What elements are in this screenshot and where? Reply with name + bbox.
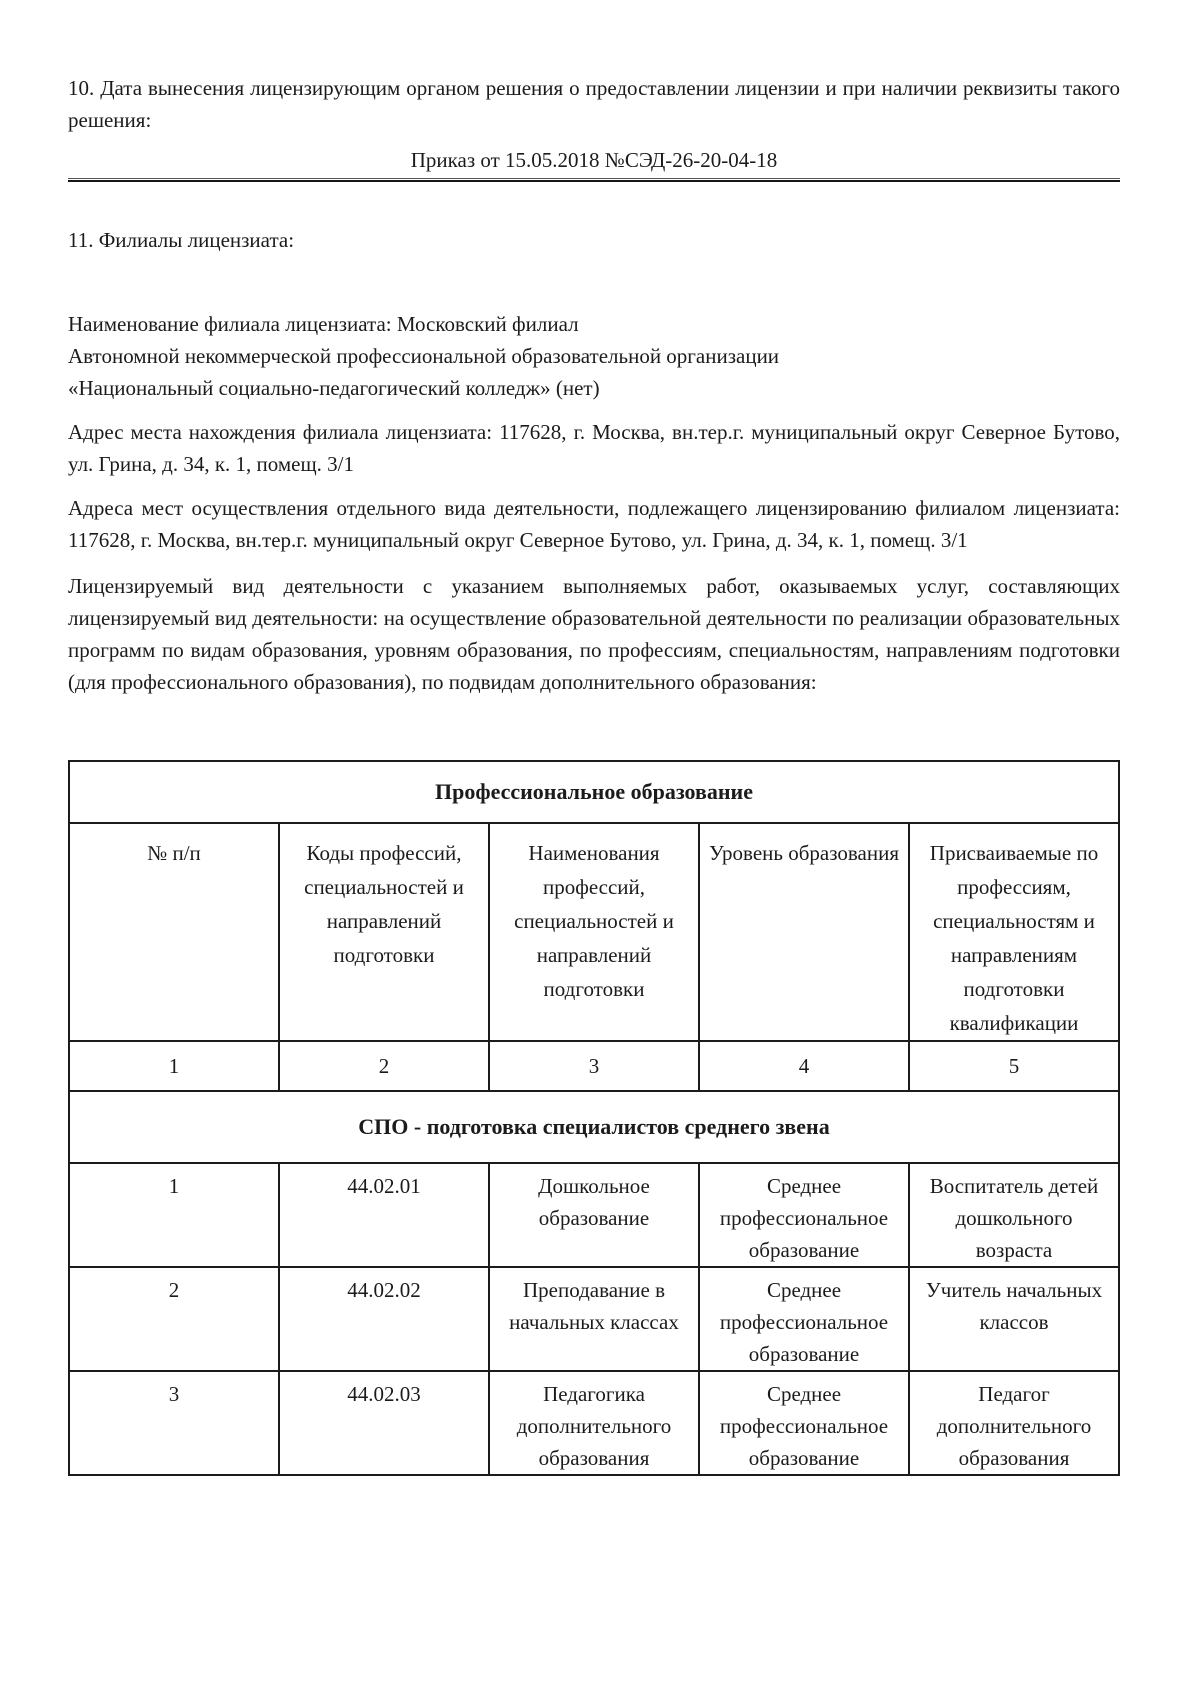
column-header-codes: Коды профессий, специальностей и направлений подготовки — [279, 823, 489, 1041]
table-row — [69, 1371, 1119, 1475]
table-title-row — [69, 761, 1119, 823]
item10-label: 10. Дата вынесения лицензирующим органом решения о предоставлении лицензии и при наличии реквизиты такого решения: — [68, 76, 1120, 132]
cell-row-number: 1 — [69, 1163, 279, 1267]
column-number-1: 1 — [69, 1041, 279, 1091]
cell-code: 44.02.02 — [279, 1267, 489, 1371]
cell-qualification: Воспитатель детей дошкольного возраста — [909, 1163, 1119, 1267]
activity-addresses-paragraph: Адреса мест осуществления отдельного вида деятельности, подлежащего лицензированию филиалом лицензиата: 117628, г. Москва, вн.тер.г. муниципальный округ Северное Бутово, ул. Грина, д. 34, к. 1, помещ. 3/1 — [68, 496, 1120, 552]
column-header-level: Уровень образования — [699, 823, 909, 1041]
cell-code: 44.02.03 — [279, 1371, 489, 1475]
column-header-number: № п/п — [69, 823, 279, 1041]
table-section-header-row — [69, 1091, 1119, 1163]
branch-address-paragraph: Адрес места нахождения филиала лицензиата: 117628, г. Москва, вн.тер.г. муниципальный округ Северное Бутово, ул. Грина, д. 34, к. 1, помещ. 3/1 — [68, 420, 1120, 476]
cell-code: 44.02.01 — [279, 1163, 489, 1267]
branch-name-line-2: Автономной некоммерческой профессиональной образовательной организации — [68, 344, 780, 368]
table-column-numbers-row — [69, 1041, 1119, 1091]
item10-underline-rule — [68, 178, 1120, 182]
branch-name-line-1: Наименование филиала лицензиата: Московский филиал — [68, 312, 579, 336]
column-header-qualifications: Присваиваемые по профессиям, специальностям и направлениям подготовки квалификации — [909, 823, 1119, 1041]
branch-name-line-3: «Национальный социально-педагогический колледж» (нет) — [68, 376, 600, 400]
cell-qualification: Учитель начальных классов — [909, 1267, 1119, 1371]
cell-education-level: Среднее профессиональное образование — [699, 1163, 909, 1267]
cell-education-level: Среднее профессиональное образование — [699, 1267, 909, 1371]
cell-specialty-name: Дошкольное образование — [489, 1163, 699, 1267]
cell-row-number: 3 — [69, 1371, 279, 1475]
column-number-4: 4 — [699, 1041, 909, 1091]
item11-heading: 11. Филиалы лицензиата: — [68, 228, 295, 252]
cell-qualification: Педагог дополнительного образования — [909, 1371, 1119, 1475]
cell-specialty-name: Преподавание в начальных классах — [489, 1267, 699, 1371]
professional-education-table — [68, 760, 1120, 1476]
column-header-names: Наименования профессий, специальностей и направлений подготовки — [489, 823, 699, 1041]
column-number-3: 3 — [489, 1041, 699, 1091]
licensed-activity-paragraph: Лицензируемый вид деятельности с указанием выполняемых работ, оказываемых услуг, составляющих лицензируемый вид деятельности: на осуществление образовательной деятельности по реализации образовательных программ по видам образования, уровням образования, по профессиям, специальностям, направлениям подготовки (для профессионального образования), по подвидам дополнительного образования: — [68, 574, 1120, 694]
table-row — [69, 1163, 1119, 1267]
column-number-5: 5 — [909, 1041, 1119, 1091]
item10-order-value: Приказ от 15.05.2018 №СЭД-26-20-04-18 — [410, 148, 778, 172]
cell-row-number: 2 — [69, 1267, 279, 1371]
table-title: Профессиональное образование — [69, 761, 1119, 823]
cell-education-level: Среднее профессиональное образование — [699, 1371, 909, 1475]
column-number-2: 2 — [279, 1041, 489, 1091]
branch-name-block — [68, 308, 1120, 404]
table-header-row — [69, 823, 1119, 1041]
section-header-spo: СПО - подготовка специалистов среднего звена — [69, 1091, 1119, 1163]
table-row — [69, 1267, 1119, 1371]
cell-specialty-name: Педагогика дополнительного образования — [489, 1371, 699, 1475]
